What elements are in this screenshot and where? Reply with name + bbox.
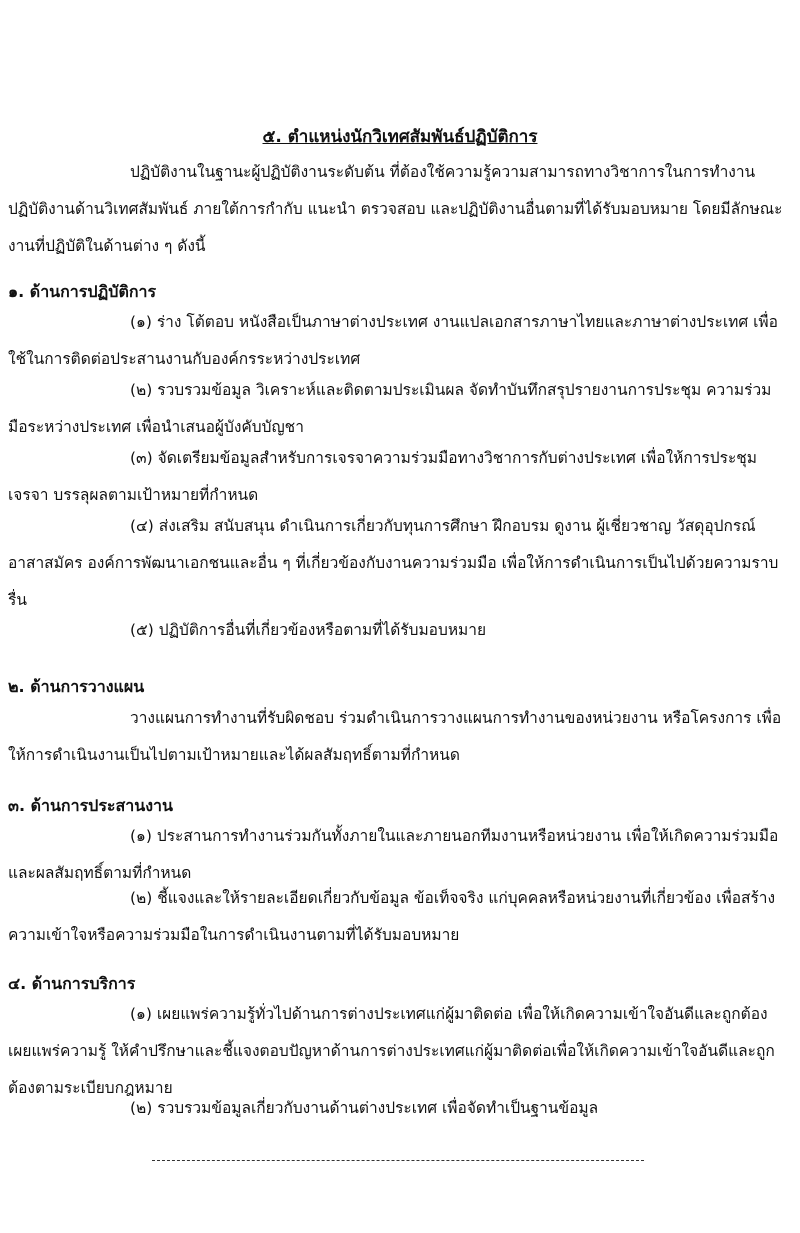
coordination-item-2: (๒) ชี้แจงและให้รายละเอียดเกี่ยวกับข้อมูล ข้อเท็จจริง แก่บุคคลหรือหน่วยงานที่เกี่ยวข้อง เพื่อสร้างความเข้าใจหรือความร่วมมือในการดำเนินงานตามที่ได้รับมอบหมาย [8, 889, 776, 944]
intro-paragraph: ปฏิบัติงานในฐานะผู้ปฏิบัติงานระดับต้น ที่ต้องใช้ความรู้ความสามารถทางวิชาการในการทำงาน ปฏิบัติงานด้านวิเทศสัมพันธ์ ภายใต้การกำกับ แนะนำ ตรวจสอบ และปฏิบัติงานอื่นตามที่ได้รับมอบหมาย โดยมีลักษณะงานที่ปฏิบัติในด้านต่าง ๆ ดังนี้ [8, 163, 783, 255]
operations-item-1: (๑) ร่าง โต้ตอบ หนังสือเป็นภาษาต่างประเทศ งานแปลเอกสารภาษาไทยและภาษาต่างประเทศ เพื่อใช้ในการติดต่อประสานงานกับองค์กรระหว่างประเทศ [8, 313, 778, 368]
document-title: ๕. ตำแหน่งนักวิเทศสัมพันธ์ปฏิบัติการ [262, 127, 538, 147]
service-item-1: (๑) เผยแพร่ความรู้ทั่วไปด้านการต่างประเทศแก่ผู้มาติดต่อ เพื่อให้เกิดความเข้าใจอันดีและถูกต้อง เผยแพร่ความรู้ ให้คำปรึกษาและชี้แจงตอบปัญหาด้านการต่างประเทศแก่ผู้มาติดต่อเพื่อให้เกิดความเข้าใจอันดีและถูกต้องตามระเบียบกฎหมาย [8, 1005, 775, 1097]
end-divider [152, 1160, 644, 1161]
section-heading-coordination: ๓. ด้านการประสานงาน [8, 796, 173, 815]
section-heading-operations: ๑. ด้านการปฏิบัติการ [8, 282, 157, 301]
operations-item-4: (๔) ส่งเสริม สนับสนุน ดำเนินการเกี่ยวกับทุนการศึกษา ฝึกอบรม ดูงาน ผู้เชี่ยวชาญ วัสดุอุปกรณ์ อาสาสมัคร องค์การพัฒนาเอกชนและอื่น ๆ ที่เกี่ยวข้องกับงานความร่วมมือ เพื่อให้การดำเนินการเป็นไปด้วยความราบรื่น [8, 517, 779, 609]
planning-item-1: วางแผนการทำงานที่รับผิดชอบ ร่วมดำเนินการวางแผนการทำงานของหน่วยงาน หรือโครงการ เพื่อให้การดำเนินงานเป็นไปตามเป้าหมายและได้ผลสัมฤทธิ์ตามที่กำหนด [8, 709, 782, 764]
section-heading-service: ๔. ด้านการบริการ [8, 974, 136, 993]
service-item-2: (๒) รวบรวมข้อมูลเกี่ยวกับงานด้านต่างประเทศ เพื่อจัดทำเป็นฐานข้อมูล [130, 1099, 599, 1117]
coordination-item-1: (๑) ประสานการทำงานร่วมกันทั้งภายในและภายนอกทีมงานหรือหน่วยงาน เพื่อให้เกิดความร่วมมือและผลสัมฤทธิ์ตามที่กำหนด [8, 827, 779, 882]
operations-item-3: (๓) จัดเตรียมข้อมูลสำหรับการเจรจาความร่วมมือทางวิชาการกับต่างประเทศ เพื่อให้การประชุมเจรจา บรรลุผลตามเป้าหมายที่กำหนด [8, 449, 758, 504]
section-heading-planning: ๒. ด้านการวางแผน [8, 677, 145, 696]
operations-item-2: (๒) รวบรวมข้อมูล วิเคราะห์และติดตามประเมินผล จัดทำบันทึกสรุปรายงานการประชุม ความร่วมมือระหว่างประเทศ เพื่อนำเสนอผู้บังคับบัญชา [8, 381, 772, 436]
operations-item-5: (๕) ปฏิบัติการอื่นที่เกี่ยวข้องหรือตามที่ได้รับมอบหมาย [130, 621, 487, 639]
